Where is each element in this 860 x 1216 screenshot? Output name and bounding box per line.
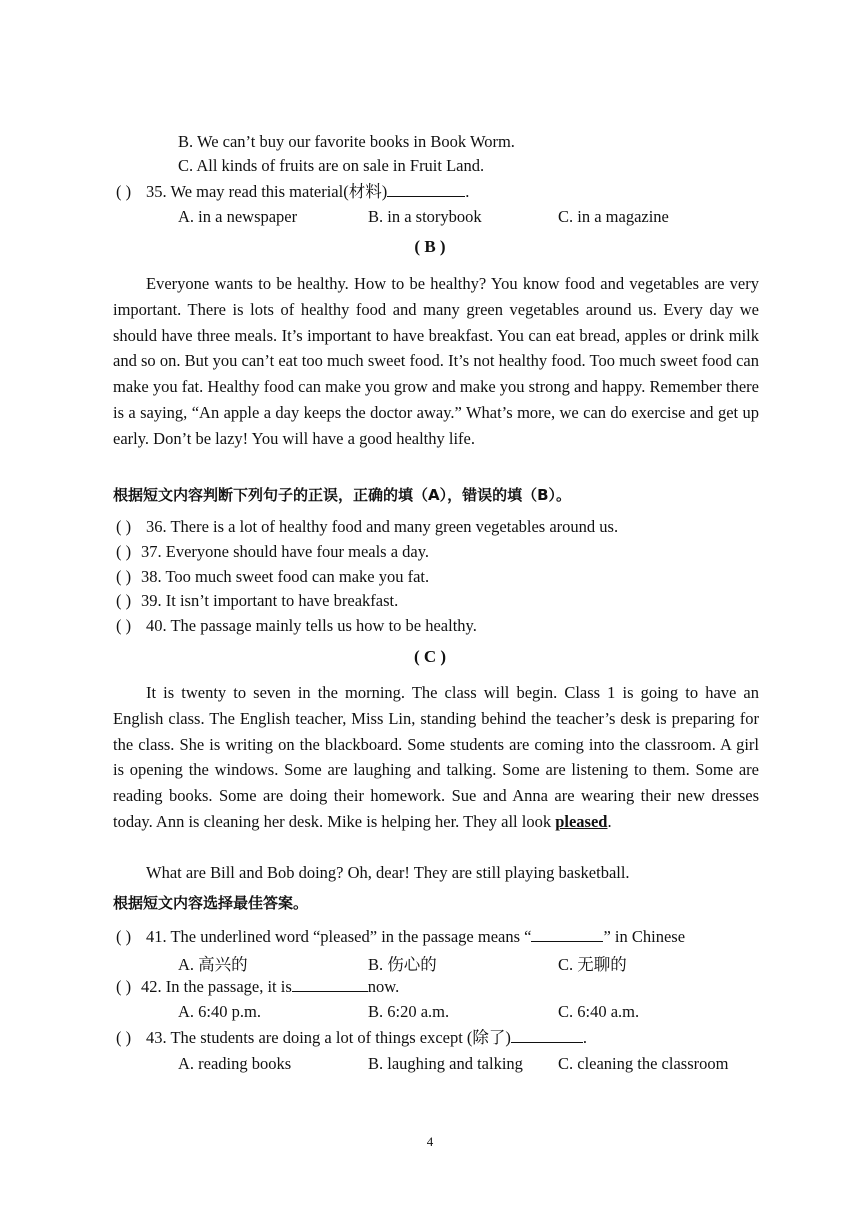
answer-paren[interactable]: ( ) xyxy=(116,977,132,996)
question-text: 40. The passage mainly tells us how to be healthy. xyxy=(146,616,477,635)
section-b-instruction: 根据短文内容判断下列句子的正误，正确的填（A），错误的填（B）。 xyxy=(113,486,572,504)
answer-paren[interactable]: ( ) xyxy=(116,517,132,536)
q35-option-a: A. in a newspaper xyxy=(178,207,298,226)
answer-paren[interactable]: ( ) xyxy=(116,542,132,561)
question-43: ( ) 43. The students are doing a lot of things except (除了) . xyxy=(116,1028,588,1047)
q41-option-b: B. 伤心的 xyxy=(368,955,437,974)
section-c-passage-2: What are Bill and Bob doing? Oh, dear! They are still playing basketball. xyxy=(146,863,630,882)
question-35: ( ) 35. We may read this material(材料) . xyxy=(116,182,470,201)
question-36 xyxy=(116,517,618,537)
q42-option-b: B. 6:20 a.m. xyxy=(368,1002,450,1021)
answer-blank xyxy=(387,181,465,197)
question-text: 35. We may read this material(材料) xyxy=(146,182,388,201)
q43-option-a: A. reading books xyxy=(178,1054,292,1073)
question-text: 43. The students are doing a lot of things except (除了) xyxy=(146,1028,511,1047)
q35-option-b: B. in a storybook xyxy=(368,207,482,226)
q43-option-c: C. cleaning the classroom xyxy=(558,1054,729,1073)
question-38 xyxy=(116,567,429,587)
underlined-word: pleased xyxy=(555,811,608,831)
question-text: 37. Everyone should have four meals a day. xyxy=(141,542,430,561)
section-c-instruction: 根据短文内容选择最佳答案。 xyxy=(113,894,309,912)
question-40 xyxy=(116,616,477,636)
section-b-passage: Everyone wants to be healthy. How to be healthy? You know food and vegetables are very important. There is lots of healthy food and many green vegetables around us. Every day we should have three meals. It’s important to have breakfast. You can eat bread, apples or drink milk and so on. But you can’t eat too much sweet food. It’s not healthy food. Too much sweet food can make you fat. Healthy food can make you grow and make you strong and happy. Remember there is a saying, “An apple a day keeps the doctor away.” What’s more, we can do exercise and get up early. Don’t be lazy! You will have a good healthy life. xyxy=(113,274,759,448)
answer-paren[interactable]: ( ) xyxy=(116,567,132,586)
question-text: 42. In the passage, it is xyxy=(141,977,292,996)
option-c-prev: C. All kinds of fruits are on sale in Fruit Land. xyxy=(178,156,485,175)
q43-option-b: B. laughing and talking xyxy=(368,1054,523,1073)
page-number: 4 xyxy=(426,1134,434,1149)
section-c-title: ( C ) xyxy=(413,647,447,666)
q42-option-c: C. 6:40 a.m. xyxy=(558,1002,640,1021)
question-text: 38. Too much sweet food can make you fat. xyxy=(141,567,430,586)
answer-blank xyxy=(511,1027,583,1043)
question-42: ( ) 42. In the passage, it is now. xyxy=(116,977,400,996)
section-b-title: ( B ) xyxy=(414,237,446,256)
question-text: 41. The underlined word “pleased” in the passage means “ xyxy=(146,927,532,946)
answer-paren[interactable]: ( ) xyxy=(116,616,132,635)
question-37 xyxy=(116,542,429,562)
section-c-passage: It is twenty to seven in the morning. The class will begin. Class 1 is going to have an English class. The English teacher, Miss Lin, standing behind the teacher’s desk is preparing for the class. She is writing on the blackboard. Some students are coming into the classroom. A girl is opening the windows. Some are laughing and talking. Some are listening to them. Some are reading books. Some are doing their homework. Sue and Anna are wearing their new dresses today. Ann is cleaning her desk. Mike is helping her. They all look pleased. xyxy=(113,683,759,831)
answer-paren[interactable]: ( ) xyxy=(116,591,132,610)
q41-option-a: A. 高兴的 xyxy=(178,955,248,974)
answer-paren[interactable]: ( ) xyxy=(116,1028,132,1047)
answer-paren[interactable]: ( ) xyxy=(116,182,132,201)
q42-option-a: A. 6:40 p.m. xyxy=(178,1002,261,1021)
question-41: ( ) 41. The underlined word “pleased” in the passage means “ ” in Chinese xyxy=(116,927,686,946)
question-text: 39. It isn’t important to have breakfast. xyxy=(141,591,399,610)
answer-blank xyxy=(292,976,368,992)
q35-option-c: C. in a magazine xyxy=(558,207,669,226)
question-text: 36. There is a lot of healthy food and many green vegetables around us. xyxy=(146,517,619,536)
question-39 xyxy=(116,591,398,611)
answer-paren[interactable]: ( ) xyxy=(116,927,132,946)
option-b-prev: B. We can’t buy our favorite books in Book Worm. xyxy=(178,132,515,151)
answer-blank xyxy=(531,926,603,942)
q41-option-c: C. 无聊的 xyxy=(558,955,627,974)
